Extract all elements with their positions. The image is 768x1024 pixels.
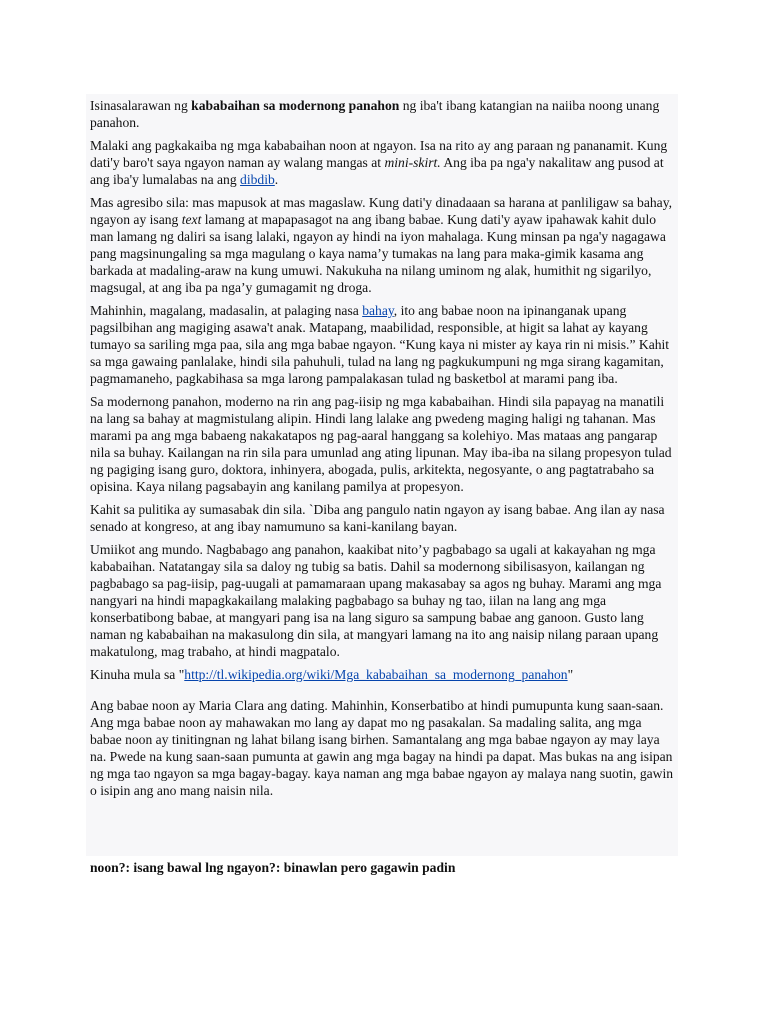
- paragraph-clothing: [90, 137, 674, 188]
- paragraph-world-turns: Umiikot ang mundo. Nagbabago ang panahon, kaakibat nito’y pagbabago sa ugali at kakayahan ng mga kababaihan. Natatangay sila sa daloy ng tubig sa batis. Dahil sa modernong sibilisasyon, kailangan ng pagbabago sa pag-iisip, pag-uugali at pamamaraan upang makasabay sa agos ng buhay. Marami ang mga nangyari na hindi mapagkakailang malaking pagbabago sa buhay ng tao, iilan na lang ang mga konserbatibong babae, at mangyari pang isa na lang siguro sa sampung babae ang ganoon. Gusto lang naman ng kababaihan na makasulong din sila, at mangyari lamang na ito ang naisip nilang paraan upang makatulong, mag trabaho, at hindi magpatalo.: [90, 542, 662, 659]
- link-bahay[interactable]: bahay: [362, 303, 394, 318]
- paragraph-home: [90, 302, 674, 387]
- aggressive-text-2: lamang at mapapasagot na ang ibang babae. Kung dati'y ayaw ipahawak kahit dulo man lamang ng daliri sa isang lalaki, ngayon ay hindi na iyon mahalaga. Kung minsan pa nga'y nagagawa pang magsinungaling sa mga magulang o kaya nama’y tumakas na lang para maka-gimik kasama ang barkada at madaling-araw na kung umuwi. Nakukuha na nilang uminom ng alak, humithit ng sigarilyo, magsugal, at ang iba pa nga’y gumagamit ng droga.: [90, 212, 666, 295]
- aggressive-italic-text: text: [181, 212, 202, 227]
- paragraph-source: [90, 666, 674, 683]
- aggressive-text-1: Mas agresibo sila: mas mapusok at mas magaslaw. Kung dati'y dinadaaan sa harana at panliligaw sa bahay, ngayon ay isang: [90, 195, 673, 227]
- source-text-after: ": [567, 667, 574, 682]
- source-text-before: Kinuha mula sa ": [90, 667, 185, 682]
- link-dibdib[interactable]: dibdib: [240, 172, 275, 187]
- intro-text-before: Isinasalarawan ng: [90, 98, 192, 113]
- home-text-2: , ito ang babae noon na ipinanganak upang pagsilbihan ang magiging asawa't anak. Matapang, maabilidad, responsible, at higit sa lahat ay kayang tumayo sa sariling mga paa, sila ang mga babae ngayon. “Kung kaya ni mister ay kaya rin ni misis.” Kahit sa mga gawaing panlalake, hindi sila pahuhuli, tulad na lang ng pagkukumpuni ng mga sirang kagamitan, pagmamaneho, pagkabihasa sa mga larong pampalakasan tulad ng basketbol at marami pang iba.: [90, 303, 670, 386]
- clothing-text-1: Malaki ang pagkakaiba ng mga kababaihan noon at ngayon. Isa na rito ay ang paraan ng pananamit. Kung dati'y baro't saya ngayon naman ay walang mangas at: [90, 138, 668, 170]
- clothing-text-3: .: [274, 172, 279, 187]
- clothing-italic-miniskirt: mini-skirt.: [384, 155, 441, 170]
- footer-question: noon?: isang bawal lng ngayon?: binawlan pero gagawin padin: [90, 860, 456, 875]
- home-text-1: Mahinhin, magalang, madasalin, at palaging nasa: [90, 303, 363, 318]
- link-wikipedia-source[interactable]: http://tl.wikipedia.org/wiki/Mga_kababaihan_sa_modernong_panahon: [184, 667, 568, 682]
- paragraph-politics: Kahit sa pulitika ay sumasabak din sila. `Diba ang pangulo natin ngayon ay isang babae. Ang ilan ay nasa senado at kongreso, at ang ibay namumuno sa kani-kanilang bayan.: [90, 502, 665, 534]
- intro-text-after: ng iba't ibang katangian na naiiba noong unang panahon.: [90, 98, 660, 130]
- clothing-text-2: Ang iba pa nga'y nakalitaw ang pusod at ang iba'y lumalabas na ang: [90, 155, 664, 187]
- article-panel: [86, 94, 678, 856]
- paragraph-maria-clara: Ang babae noon ay Maria Clara ang dating. Mahinhin, Konserbatibo at hindi pumupunta kung saan-saan. Ang mga babae noon ay mahawakan mo lang ay dapat mo ng pasakalan. Sa madaling salita, ang mga babae noon ay tinitingnan ng lahat bilang isang birhen. Samantalang ang mga babae ngayon ay may laya na. Pwede na kung saan-saan pumunta at gawin ang mga bagay na hindi pa dapat. Mas bukas na ang isipan ng mga tao ngayon sa mga bagay-bagay. kaya naman ang mga babae ngayon ay malaya nang suotin, gawin o isipin ang ano mang naisin nila.: [90, 698, 674, 798]
- intro-bold-topic: kababaihan sa modernong panahon: [191, 98, 400, 113]
- paragraph-intro: [90, 97, 674, 131]
- paragraph-aggressive: [90, 194, 674, 296]
- paragraph-modern-thinking: Sa modernong panahon, moderno na rin ang pag-iisip ng mga kababaihan. Hindi sila papayag na manatili na lang sa bahay at magmistulang alipin. Hindi lang lalake ang pwedeng maging haligi ng tahanan. Mas marami pa ang mga babaeng nakakatapos ng pag-aaral hanggang sa kolehiyo. Mas mataas ang pangarap nila sa buhay. Kailangan na rin sila para umunlad ang ating lipunan. May iba-iba na silang propesyon tulad ng pagiging isang guro, doktora, inhinyera, abogada, pulis, arkitekta, negosyante, o ang pagtatrabaho sa opisina. Kaya nilang pagsabayin ang kanilang pamilya at propesyon.: [90, 394, 672, 494]
